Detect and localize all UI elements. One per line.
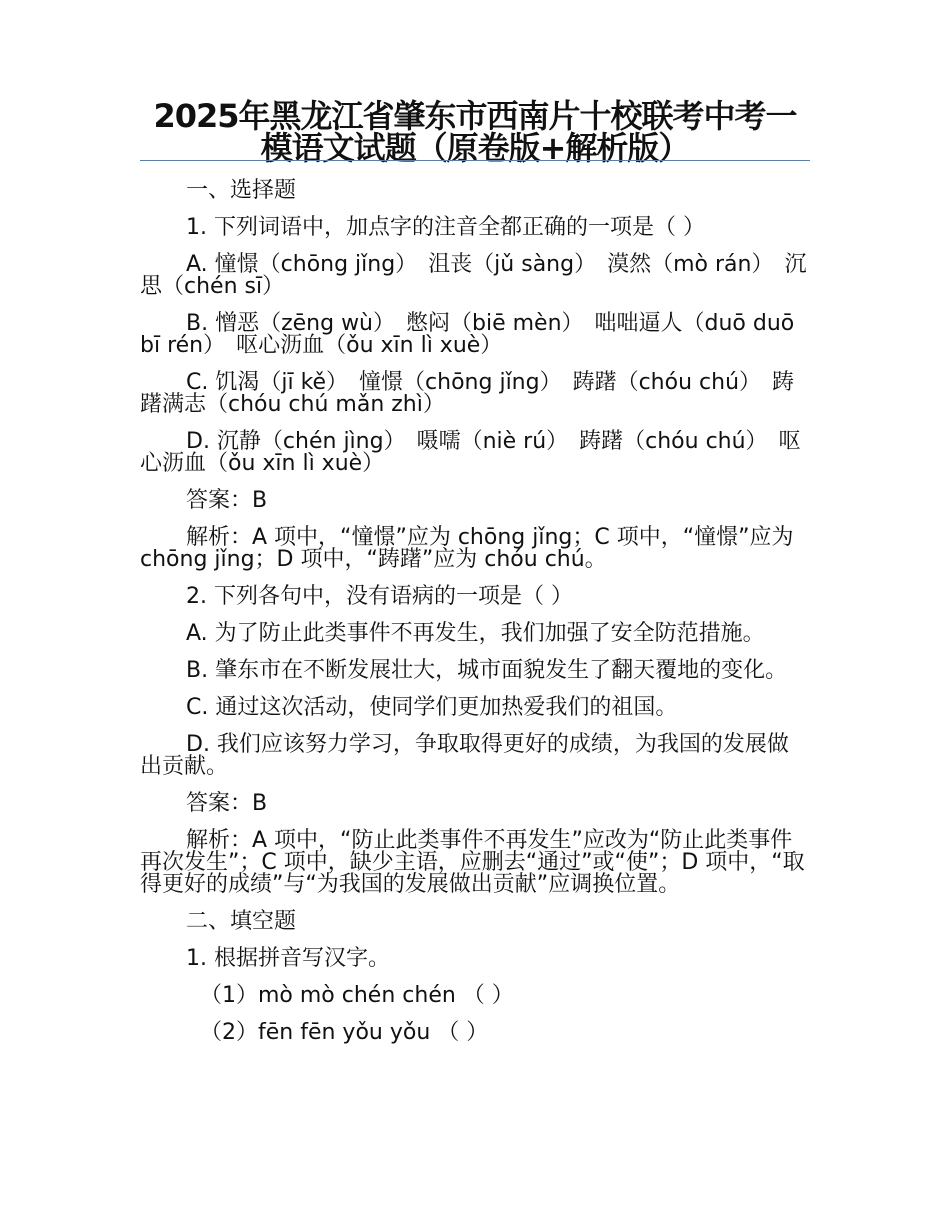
section-heading: 二、填空题 [186, 909, 297, 934]
option-a: A. 为了防止此类事件不再发生，我们加强了安全防范措施。 [186, 621, 765, 646]
sub-question: （1）mò mò chén chén （ ） [200, 983, 514, 1008]
title-underline [140, 160, 810, 161]
question-stem: 2. 下列各句中，没有语病的一项是（ ） [186, 584, 573, 609]
option-c: C. 饥渴（jī kě） 憧憬（chōng jǐng） 踌躇（chóu chú） 踌躇满志（chóu chú mǎn zhì） [140, 370, 795, 417]
document-body [140, 180, 810, 1059]
explanation: 解析：A 项中，“憧憬”应为 chōng jǐng；C 项中，“憧憬”应为 chōng jǐng；D 项中，“踌躇”应为 chóu chú。 [140, 525, 794, 572]
option-d: D. 我们应该努力学习，争取取得更好的成绩，为我国的发展做出贡献。 [140, 732, 789, 779]
section-heading: 一、选择题 [186, 178, 297, 203]
option-b: B. 憎恶（zēng wù） 憋闷（biē mèn） 咄咄逼人（duō duō bī rén） 呕心沥血（ǒu xīn lì xuè） [140, 311, 795, 358]
option-d: D. 沉静（chén jìng） 嗫嚅（niè rú） 踌躇（chóu chú） 呕心沥血（ǒu xīn lì xuè） [140, 429, 801, 476]
option-a: A. 憧憬（chōng jǐng） 沮丧（jǔ sàng） 漠然（mò rán） 沉思（chén sī） [140, 252, 807, 299]
answer: 答案：B [186, 791, 268, 816]
question-stem: 1. 根据拼音写汉字。 [186, 946, 390, 971]
document-title: 2025年黑龙江省肇东市西南片十校联考中考一模语文试题（原卷版+解析版） [153, 97, 797, 167]
option-b: B. 肇东市在不断发展壮大，城市面貌发生了翻天覆地的变化。 [186, 658, 788, 683]
option-c: C. 通过这次活动，使同学们更加热爱我们的祖国。 [186, 695, 678, 720]
sub-question: （2）fēn fēn yǒu yǒu （ ） [200, 1020, 489, 1045]
question-stem: 1. 下列词语中，加点字的注音全都正确的一项是（ ） [186, 215, 705, 240]
answer: 答案：B [186, 488, 268, 513]
explanation: 解析：A 项中，“防止此类事件不再发生”应改为“防止此类事件再次发生”；C 项中，缺少主语，应删去“通过”或“使”；D 项中，“取得更好的成绩”与“为我国的发展做出贡献”应调换位置。 [140, 828, 805, 897]
